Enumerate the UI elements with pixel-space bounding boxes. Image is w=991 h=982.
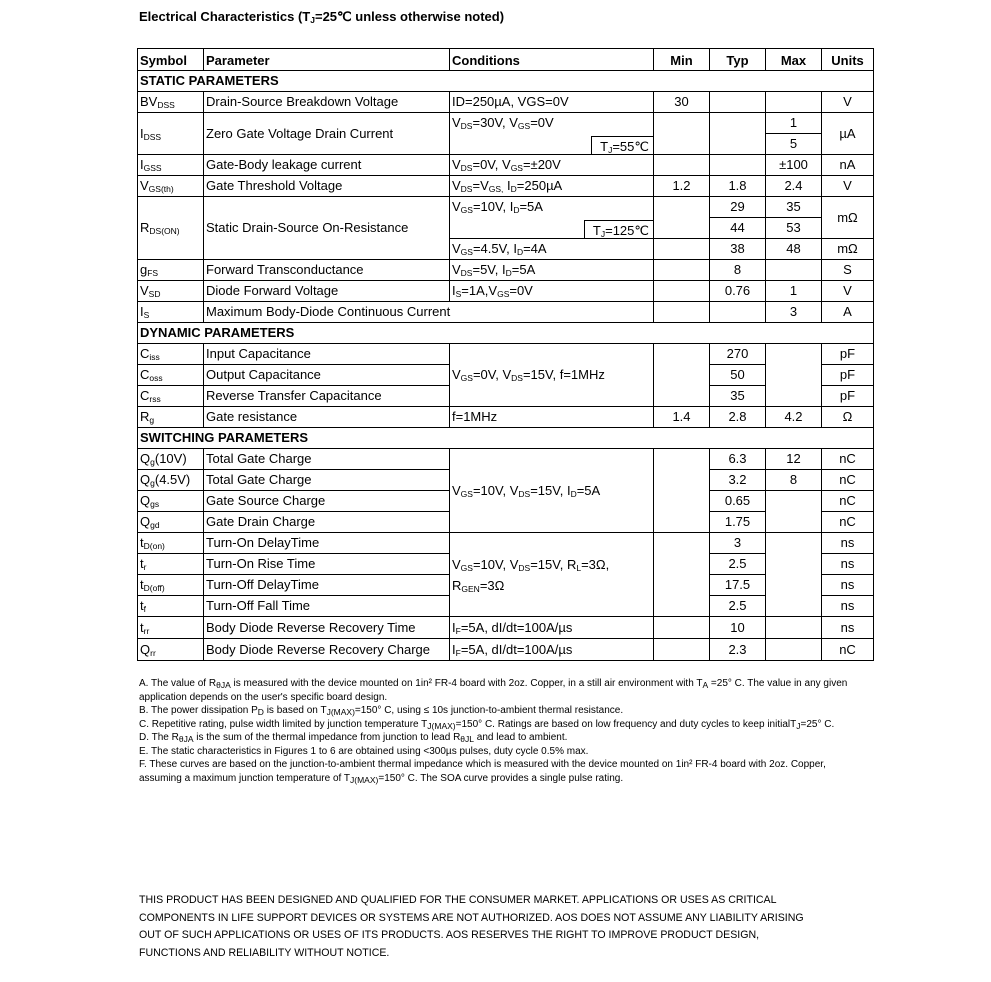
- max-cell: 3: [766, 302, 822, 323]
- typ-cell: 2.5: [710, 554, 766, 575]
- parameter-cell: Gate-Body leakage current: [204, 155, 450, 176]
- typ-cell: 0.76: [710, 281, 766, 302]
- parameter-cell: Gate Source Charge: [204, 491, 450, 512]
- symbol-cell: $t_{D(off)}$: [138, 575, 204, 596]
- parameter-cell: Drain-Source Breakdown Voltage: [204, 92, 450, 113]
- unit-cell: pF: [822, 365, 874, 386]
- max-cell: [766, 344, 822, 407]
- table-row: [138, 197, 874, 218]
- unit-cell: nC: [822, 639, 874, 661]
- parameter-cell: Body Diode Reverse Recovery Time: [204, 617, 450, 639]
- typ-cell: 1.75: [710, 512, 766, 533]
- max-cell: 4.2: [766, 407, 822, 428]
- page-title: Electrical Characteristics ($T_J=25℃$ unless otherwise noted): [139, 9, 505, 25]
- symbol-cell: $V_{GS(th)}$: [138, 176, 204, 197]
- parameter-cell: Gate Threshold Voltage: [204, 176, 450, 197]
- section-dynamic: DYNAMIC PARAMETERS: [138, 323, 874, 344]
- unit-cell: ns: [822, 554, 874, 575]
- header-symbol: Symbol: [138, 49, 204, 71]
- symbol-cell: $Q_{gs}$: [138, 491, 204, 512]
- conditions-cell: $I_S=1A,V_{GS}=0V$: [450, 281, 654, 302]
- disclaimer: [139, 892, 851, 962]
- header-min: Min: [654, 49, 710, 71]
- note-f: F. These curves are based on the junction-to-ambient thermal impedance which is measured with the device mounted on 1in² FR-4 board with 2oz. Copper, assuming a maximum junction temperature of $T_{J(MAX)}=150^\circ$ C. The SOA curve provides a single pulse rating.: [139, 759, 826, 785]
- max-cell: [766, 260, 822, 281]
- max-cell: [766, 491, 822, 533]
- symbol-cell: $C_{oss}$: [138, 365, 204, 386]
- max-cell: 8: [766, 470, 822, 491]
- parameter-cell: Zero Gate Voltage Drain Current: [204, 113, 450, 155]
- min-cell: [654, 302, 710, 323]
- note-b: B. The power dissipation $P_D$ is based on $T_{J(MAX)}=150^\circ$ C, using ≤ 10s junction-to-ambient thermal resistance.: [139, 705, 624, 717]
- table-row: [138, 407, 874, 428]
- disclaimer-line: THIS PRODUCT HAS BEEN DESIGNED AND QUALIFIED FOR THE CONSUMER MARKET. APPLICATIONS OR USES AS CRITICAL: [139, 894, 777, 906]
- unit-cell: ns: [822, 533, 874, 554]
- max-cell: 5: [766, 134, 822, 155]
- typ-cell: 6.3: [710, 449, 766, 470]
- symbol-cell: $Q_g(10V)$: [138, 449, 204, 470]
- parameter-cell: Turn-Off Fall Time: [204, 596, 450, 617]
- header-typ: Typ: [710, 49, 766, 71]
- symbol-cell: $C_{iss}$: [138, 344, 204, 365]
- table-row: [138, 92, 874, 113]
- table-row: [138, 113, 874, 134]
- conditions-cell: $V_{DS}=0V$, $V_{GS}=\pm 20V$: [450, 155, 654, 176]
- min-cell: [654, 449, 710, 533]
- header-conditions: Conditions: [450, 49, 654, 71]
- unit-cell: nC: [822, 491, 874, 512]
- min-cell: [654, 344, 710, 407]
- parameter-cell: Gate resistance: [204, 407, 450, 428]
- typ-cell: 35: [710, 386, 766, 407]
- typ-cell: 38: [710, 239, 766, 260]
- symbol-cell: $I_{GSS}$: [138, 155, 204, 176]
- unit-cell: V: [822, 281, 874, 302]
- min-cell: [654, 533, 710, 617]
- min-cell: 30: [654, 92, 710, 113]
- parameter-cell: Gate Drain Charge: [204, 512, 450, 533]
- header-row: [138, 49, 874, 71]
- unit-cell: Ω: [822, 407, 874, 428]
- conditions-cell: $V_{DS}=30V$, $V_{GS}=0V$: [450, 113, 654, 134]
- table-row: [138, 176, 874, 197]
- unit-cell: ns: [822, 575, 874, 596]
- typ-cell: 3.2: [710, 470, 766, 491]
- symbol-cell: $V_{SD}$: [138, 281, 204, 302]
- conditions-cell: [450, 134, 654, 155]
- conditions-cell: $I_F=5A$, dI/dt=100A/µs: [450, 617, 654, 639]
- symbol-cell: $Q_{rr}$: [138, 639, 204, 661]
- symbol-cell: $Q_{gd}$: [138, 512, 204, 533]
- disclaimer-line: COMPONENTS IN LIFE SUPPORT DEVICES OR SYSTEMS ARE NOT AUTHORIZED. AOS DOES NOT ASSUME ANY LIABILITY ARISING: [139, 911, 804, 924]
- max-cell: 1: [766, 281, 822, 302]
- table-row: [138, 281, 874, 302]
- table-row: [138, 639, 874, 661]
- max-cell: 2.4: [766, 176, 822, 197]
- min-cell: 1.2: [654, 176, 710, 197]
- max-cell: [766, 617, 822, 639]
- typ-cell: [710, 113, 766, 155]
- typ-cell: 0.65: [710, 491, 766, 512]
- typ-cell: 8: [710, 260, 766, 281]
- unit-cell: ns: [822, 617, 874, 639]
- table-row: [138, 617, 874, 639]
- symbol-cell: $R_{DS(ON)}$: [138, 197, 204, 260]
- unit-cell: pF: [822, 386, 874, 407]
- tj-box: $T_J=125℃$: [584, 220, 654, 239]
- unit-cell: V: [822, 92, 874, 113]
- symbol-cell: $R_g$: [138, 407, 204, 428]
- typ-cell: 2.8: [710, 407, 766, 428]
- parameter-cell: Turn-Off DelayTime: [204, 575, 450, 596]
- conditions-cell: f=1MHz: [450, 407, 654, 428]
- unit-cell: nC: [822, 470, 874, 491]
- header-parameter: Parameter: [204, 49, 450, 71]
- max-cell: ±100: [766, 155, 822, 176]
- unit-cell: A: [822, 302, 874, 323]
- conditions-cell: [450, 218, 654, 239]
- note-a: A. The value of $R_{\theta JA}$ is measured with the device mounted on 1in² FR-4 board with 2oz. Copper, in a still air environment with $T_A =25^\circ$ C. The value in any given application depends on the user's specific board design.: [139, 678, 848, 703]
- min-cell: [654, 639, 710, 661]
- section-switching: SWITCHING PARAMETERS: [138, 428, 874, 449]
- conditions-cell: $V_{DS}=5V$, $I_D=5A$: [450, 260, 654, 281]
- typ-cell: 50: [710, 365, 766, 386]
- parameter-cell: Body Diode Reverse Recovery Charge: [204, 639, 450, 661]
- conditions-cell: $V_{GS}=0V$, $V_{DS}=15V$, f=1MHz: [450, 344, 654, 407]
- unit-cell: S: [822, 260, 874, 281]
- min-cell: [654, 155, 710, 176]
- conditions-cell: $V_{GS}=4.5V$, $I_D=4A$: [450, 239, 654, 260]
- typ-cell: 29: [710, 197, 766, 218]
- typ-cell: 10: [710, 617, 766, 639]
- max-cell: 53: [766, 218, 822, 239]
- conditions-cell: $V_{DS}=V_{GS,}$ $I_D=250\mu A$: [450, 176, 654, 197]
- typ-cell: 17.5: [710, 575, 766, 596]
- parameter-cell: Reverse Transfer Capacitance: [204, 386, 450, 407]
- parameter-cell: Total Gate Charge: [204, 449, 450, 470]
- disclaimer-line: FUNCTIONS AND RELIABILITY WITHOUT NOTICE.: [139, 946, 390, 959]
- symbol-cell: $t_r$: [138, 554, 204, 575]
- note-e: E. The static characteristics in Figures 1 to 6 are obtained using <300µs pulses, duty cycle 0.5% max.: [139, 745, 589, 757]
- parameter-cell: Diode Forward Voltage: [204, 281, 450, 302]
- unit-cell: µA: [822, 113, 874, 155]
- section-static: STATIC PARAMETERS: [138, 71, 874, 92]
- min-cell: [654, 239, 710, 260]
- header-units: Units: [822, 49, 874, 71]
- max-cell: 35: [766, 197, 822, 218]
- symbol-cell: $I_S$: [138, 302, 204, 323]
- tj-box: $T_J=55℃$: [591, 136, 653, 155]
- parameter-cell: Forward Transconductance: [204, 260, 450, 281]
- typ-cell: [710, 155, 766, 176]
- conditions-cell: ID=250µA, VGS=0V: [450, 92, 654, 113]
- table-row: [138, 260, 874, 281]
- table-row: [138, 449, 874, 470]
- symbol-cell: $I_{DSS}$: [138, 113, 204, 155]
- parameter-cell: Turn-On Rise Time: [204, 554, 450, 575]
- unit-cell: mΩ: [822, 197, 874, 239]
- conditions-cell: $V_{GS}=10V$, $V_{DS}=15V$, $R_L=3\Omega$, $R_{GEN}=3\Omega$: [450, 533, 654, 617]
- conditions-cell: $V_{GS}=10V$, $V_{DS}=15V$, $I_D=5A$: [450, 449, 654, 533]
- footnotes: [139, 677, 851, 785]
- header-max: Max: [766, 49, 822, 71]
- max-cell: 12: [766, 449, 822, 470]
- min-cell: 1.4: [654, 407, 710, 428]
- typ-cell: [710, 302, 766, 323]
- symbol-cell: $t_{D(on)}$: [138, 533, 204, 554]
- parameter-cell: Total Gate Charge: [204, 470, 450, 491]
- parameter-cell: Output Capacitance: [204, 365, 450, 386]
- max-cell: 48: [766, 239, 822, 260]
- unit-cell: ns: [822, 596, 874, 617]
- symbol-cell: $t_{rr}$: [138, 617, 204, 639]
- parameter-cell: Input Capacitance: [204, 344, 450, 365]
- min-cell: [654, 281, 710, 302]
- typ-cell: 1.8: [710, 176, 766, 197]
- symbol-cell: $t_f$: [138, 596, 204, 617]
- typ-cell: 44: [710, 218, 766, 239]
- note-d: D. The $R_{\theta JA}$ is the sum of the thermal impedance from junction to lead $R_{\theta JL}$ and lead to ambient.: [139, 732, 568, 744]
- conditions-cell: $I_F=5A$, dI/dt=100A/µs: [450, 639, 654, 661]
- unit-cell: mΩ: [822, 239, 874, 260]
- disclaimer-line: OUT OF SUCH APPLICATIONS OR USES OF ITS PRODUCTS. AOS RESERVES THE RIGHT TO IMPROVE PRODUCT DESIGN,: [139, 929, 760, 941]
- unit-cell: nA: [822, 155, 874, 176]
- note-c: C. Repetitive rating, pulse width limited by junction temperature $T_{J(MAX)}=150^\circ$ C. Ratings are based on low frequency and duty cycles to keep initialT$_J$=25° C.: [139, 718, 835, 731]
- table-row: [138, 533, 874, 554]
- typ-cell: [710, 92, 766, 113]
- symbol-cell: $Q_g(4.5V)$: [138, 470, 204, 491]
- table-row: [138, 302, 874, 323]
- typ-cell: 2.3: [710, 639, 766, 661]
- symbol-cell: $C_{rss}$: [138, 386, 204, 407]
- table-row: [138, 344, 874, 365]
- unit-cell: V: [822, 176, 874, 197]
- min-cell: [654, 617, 710, 639]
- unit-cell: nC: [822, 512, 874, 533]
- unit-cell: pF: [822, 344, 874, 365]
- typ-cell: 270: [710, 344, 766, 365]
- min-cell: [654, 260, 710, 281]
- symbol-cell: $g_{FS}$: [138, 260, 204, 281]
- table-row: [138, 155, 874, 176]
- typ-cell: 2.5: [710, 596, 766, 617]
- parameter-cell: Maximum Body-Diode Continuous Current: [204, 302, 654, 323]
- min-cell: [654, 113, 710, 155]
- electrical-characteristics-table: [137, 48, 874, 661]
- min-cell: [654, 197, 710, 239]
- max-cell: [766, 533, 822, 617]
- parameter-cell: Static Drain-Source On-Resistance: [204, 197, 450, 260]
- symbol-cell: $BV_{DSS}$: [138, 92, 204, 113]
- typ-cell: 3: [710, 533, 766, 554]
- parameter-cell: Turn-On DelayTime: [204, 533, 450, 554]
- max-cell: [766, 92, 822, 113]
- max-cell: [766, 639, 822, 661]
- conditions-cell: $V_{GS}=10V$, $I_D=5A$: [450, 197, 654, 218]
- max-cell: 1: [766, 113, 822, 134]
- unit-cell: nC: [822, 449, 874, 470]
